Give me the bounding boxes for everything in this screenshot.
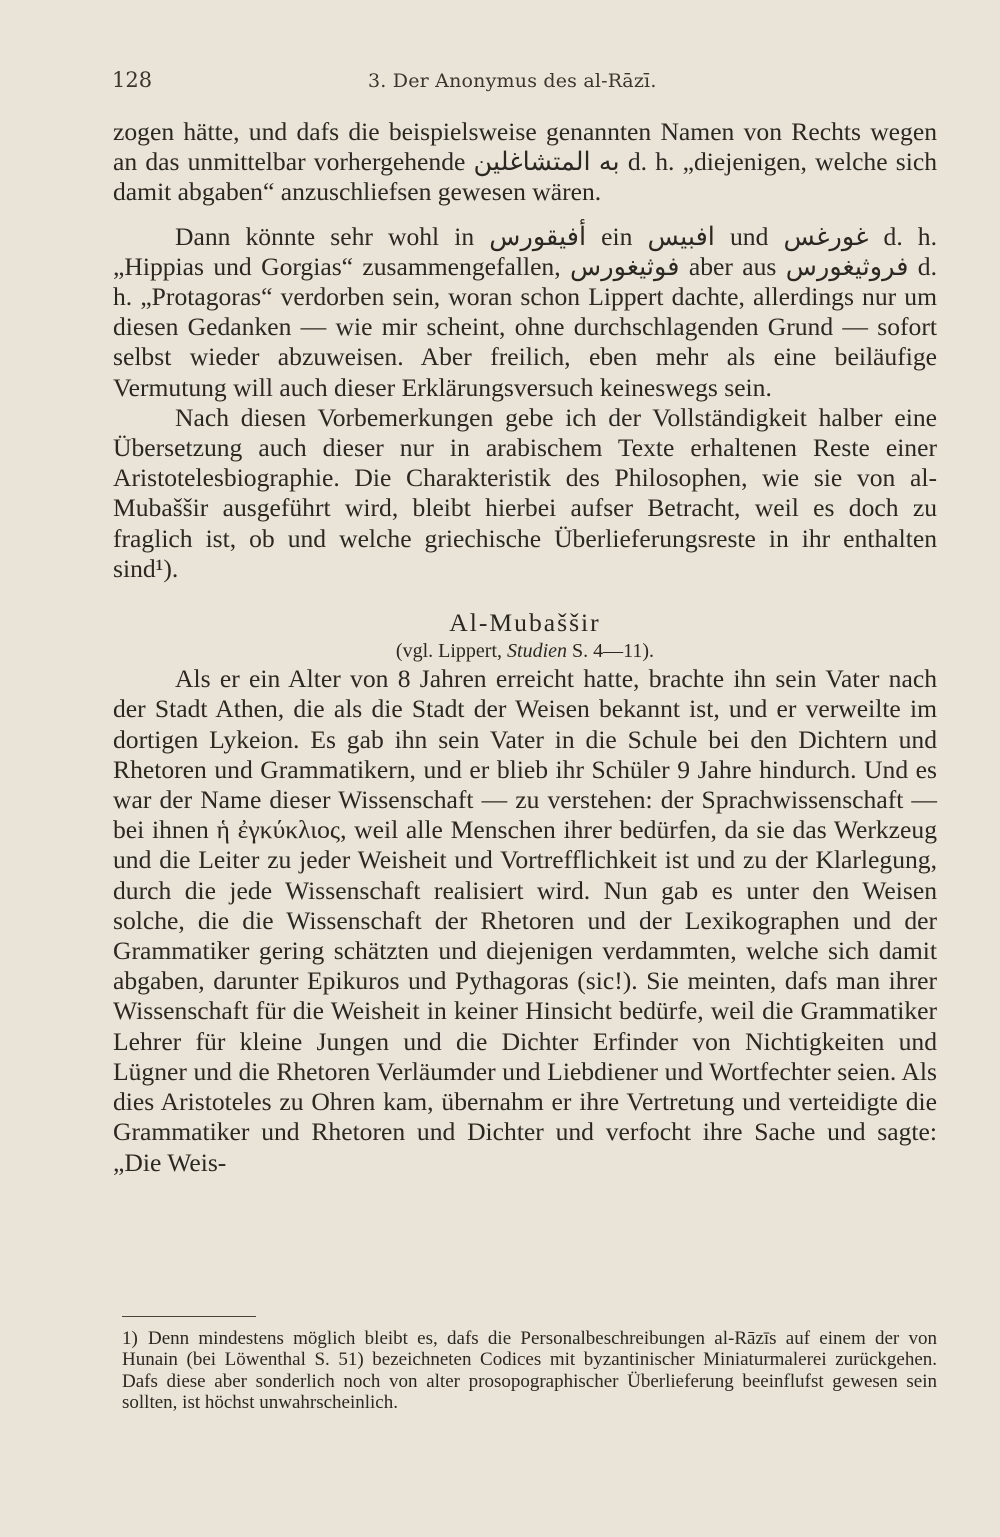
subheading-pre: (vgl. Lippert, [395, 640, 503, 663]
footnote-rule [122, 1316, 256, 1317]
footnote-marker: 1) [122, 1328, 138, 1349]
main-text [113, 117, 937, 1178]
section-subheading [113, 638, 937, 664]
subheading-italic: Studien [507, 640, 568, 663]
running-title: 3. Der Anonymus des al-Rāzī. [368, 70, 657, 92]
paragraph-biography: Als er ein Alter von 8 Jahren erreicht hatte, brachte ihn sein Vater nach der Stadt Athen, die als die Stadt der Weisen bekannt ist, und er verweilte im dortigen Lykeion. Es gab ihn sein Vater in die Schule bei den Dichtern und Rhetoren und Grammatikern, und er blieb ihr Schüler 9 Jahre hindurch. Und es war der Name dieser Wissenschaft — zu verstehen: der Sprachwissenschaft — bei ihnen ἡ ἐγκύκλιος, weil alle Menschen ihrer bedürfen, da sie das Werkzeug und die Leiter zu jeder Weisheit und Vortrefflichkeit ist und zu der Klarlegung, durch die jede Wissenschaft realisiert wird. Nun gab es unter den Weisen solche, die die Wissenschaft der Rhetoren und der Lexikographen und der Grammatiker gering schätzten und diejenigen verdammten, welche sich damit abgaben, darunter Epikuros und Pythagoras (sic!). Sie meinten, dafs man ihrer Wissenschaft für die Weisheit in keiner Hinsicht bedürfe, weil die Grammatiker Lehrer für kleine Jungen und die Dichter Erfinder von Nichtigkeiten und Lügner und die Rhetoren Verläumder und Liebdiener und Wortfechter seien. Als dies Aristoteles zu Ohren kam, übernahm er ihre Vertretung und verteidigte die Grammatiker und Rhetoren und Dichter und verfocht ihre Sache und sagte: „Die Weis- [113, 664, 937, 1177]
subheading-post: S. 4—11). [572, 640, 655, 663]
section-heading: Al-Mubaššir [449, 608, 601, 638]
footnote [122, 1328, 937, 1413]
paragraph-continuation: zogen hätte, und dafs die beispielsweise genannten Namen von Rechts wegen an das unmittelbar vorhergehende ﺑﻪ ﺍﻟﻤﺘﺸﺎﻏﻠﻴﻦ d. h. „diejenigen, welche sich damit abgaben“ anzuschliefsen gewesen wären. [113, 117, 937, 207]
paragraph-hypothesis: Dann könnte sehr wohl in ﺃﻓﻴﻘﻮﺭﺱ ein ﺍﻓﺒﻴﺲ und ﻏﻮﺭﻏﺲ d. h. „Hippias und Gorgias“ zusammengefallen, ﻓﻮﺛﻴﻐﻮﺭﺱ aber aus ﻓﺮﻭﺛﻴﻐﻮﺭﺱ d. h. „Protagoras“ verdorben sein, woran schon Lippert dachte, allerdings nur um diesen Gedanken — wie mir scheint, ohne durchschlagenden Grund — sofort selbst wieder abzuweisen. Aber freilich, eben mehr als eine beiläufige Vermutung will auch dieser Erklärungsversuch keineswegs sein. [113, 221, 938, 402]
page-number: 128 [112, 68, 153, 92]
footnote-text: Denn mindestens möglich bleibt es, dafs die Personalbeschreibungen al-Rāzīs auf einem der von Hunain (bei Löwenthal S. 51) bezeichneten Codices mit byzantinischer Miniaturmalerei zurückgehen. Dafs diese aber sonderlich noch von alter prosopographischer Überlieferung beeinflufst gewesen sein sollten, ist höchst unwahrscheinlich. [122, 1328, 937, 1413]
paragraph-preface: Nach diesen Vorbemerkungen gebe ich der Vollständigkeit halber eine Übersetzung auch dieser nur in arabischem Texte erhaltenen Reste einer Aristotelesbiographie. Die Charakteristik des Philosophen, wie sie von al-Mubaššir ausgeführt wird, bleibt hierbei aufser Betracht, weil es doch zu fraglich ist, ob und welche griechische Überlieferungsreste in ihr enthalten sind¹). [113, 402, 937, 583]
